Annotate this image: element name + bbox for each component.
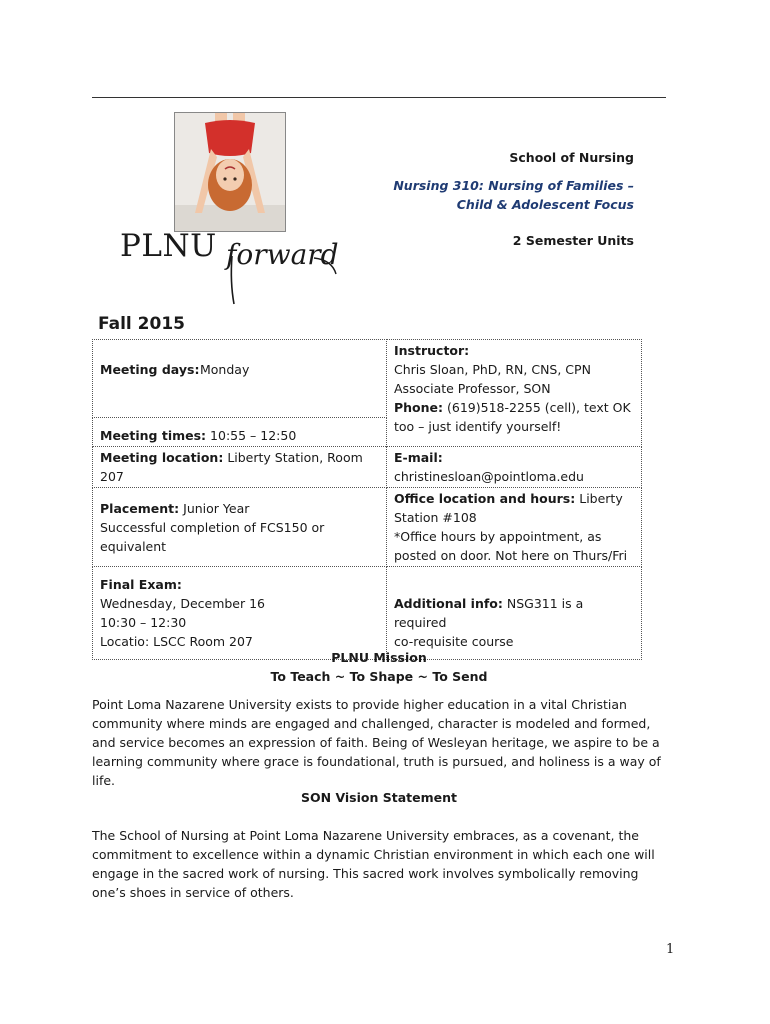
- meeting-days-value: Monday: [200, 362, 250, 377]
- phone-value: (619)518-2255 (cell), text OK: [447, 400, 631, 415]
- meeting-days-cell: [93, 340, 387, 418]
- placement-requirement: Successful completion of FCS150 or: [100, 520, 325, 535]
- mission-title: PLNU Mission: [331, 650, 427, 665]
- additional-info-value: NSG311 is a required: [394, 596, 584, 630]
- instructor-label: Instructor:: [394, 343, 470, 358]
- child-photo: [174, 112, 286, 232]
- svg-text:forward: forward: [226, 238, 339, 271]
- email-label: E-mail:: [394, 450, 443, 465]
- school-name: School of Nursing: [509, 150, 634, 165]
- meeting-location-cell: [93, 447, 387, 488]
- additional-info-cell: [387, 567, 642, 660]
- semester-units: 2 Semester Units: [512, 233, 634, 248]
- course-info-table: [92, 339, 642, 660]
- final-exam-date: Wednesday, December 16: [100, 596, 266, 611]
- placement-cell: [93, 488, 387, 567]
- logo-script: [224, 234, 339, 309]
- final-exam-cell: [93, 567, 387, 660]
- course-title-line2: Child & Adolescent Focus: [456, 197, 634, 212]
- placement-equivalent: equivalent: [100, 539, 167, 554]
- instructor-name: Chris Sloan, PhD, RN, CNS, CPN: [394, 362, 591, 377]
- course-title-line1: Nursing 310: Nursing of Families –: [393, 178, 634, 193]
- vision-text: The School of Nursing at Point Loma Nazarene University embraces, as a covenant, the commitment to excellence within a dynamic Christian environment in which each one will engage in the sacred work of nursing. This sacred work involves symbolically removing one’s shoes in service of others.: [92, 828, 655, 900]
- email-value: christinesloan@pointloma.edu: [394, 469, 584, 484]
- additional-info-label: Additional info:: [394, 596, 503, 611]
- final-exam-time: 10:30 – 12:30: [100, 615, 187, 630]
- page-number: 1: [666, 942, 675, 957]
- placement-value: Junior Year: [183, 501, 250, 516]
- meeting-times-value: 10:55 – 12:50: [210, 428, 297, 443]
- office-label: Office location and hours:: [394, 491, 576, 506]
- placement-label: Placement:: [100, 501, 180, 516]
- meeting-location-value: Liberty Station, Room 207: [100, 450, 363, 484]
- office-value: Liberty: [579, 491, 623, 506]
- phone-note: too – just identify yourself!: [394, 419, 562, 434]
- meeting-location-label: Meeting location:: [100, 450, 224, 465]
- vision-title: SON Vision Statement: [301, 790, 457, 805]
- instructor-cell: [387, 340, 642, 447]
- office-hours-note: *Office hours by appointment, as: [394, 529, 602, 544]
- email-cell: [387, 447, 642, 488]
- final-exam-location: Locatio: LSCC Room 207: [100, 634, 253, 649]
- office-hours-note-2: posted on door. Not here on Thurs/Fri: [394, 548, 628, 563]
- meeting-times-cell: [93, 418, 387, 447]
- additional-info-line2: co-requisite course: [394, 634, 514, 649]
- office-cell: [387, 488, 642, 567]
- mission-subtitle: To Teach ~ To Shape ~ To Send: [270, 669, 488, 684]
- meeting-days-label: Meeting days:: [100, 362, 200, 377]
- term-heading: Fall 2015: [98, 314, 185, 334]
- office-room: Station #108: [394, 510, 477, 525]
- final-exam-label: Final Exam:: [100, 577, 182, 592]
- instructor-title: Associate Professor, SON: [394, 381, 551, 396]
- logo-wordmark: PLNU: [120, 228, 217, 264]
- course-title: [393, 176, 634, 214]
- top-rule: [92, 97, 666, 98]
- phone-label: Phone:: [394, 400, 444, 415]
- plnu-forward-logo: [120, 228, 340, 308]
- meeting-times-label: Meeting times:: [100, 428, 207, 443]
- mission-text: Point Loma Nazarene University exists to provide higher education in a vital Christian community where minds are engaged and challenged, character is modeled and formed, and service becomes an expression of faith. Being of Wesleyan heritage, we aspire to be a learning community where grace is foundational, truth is pursued, and holiness is a way of life.: [92, 697, 661, 788]
